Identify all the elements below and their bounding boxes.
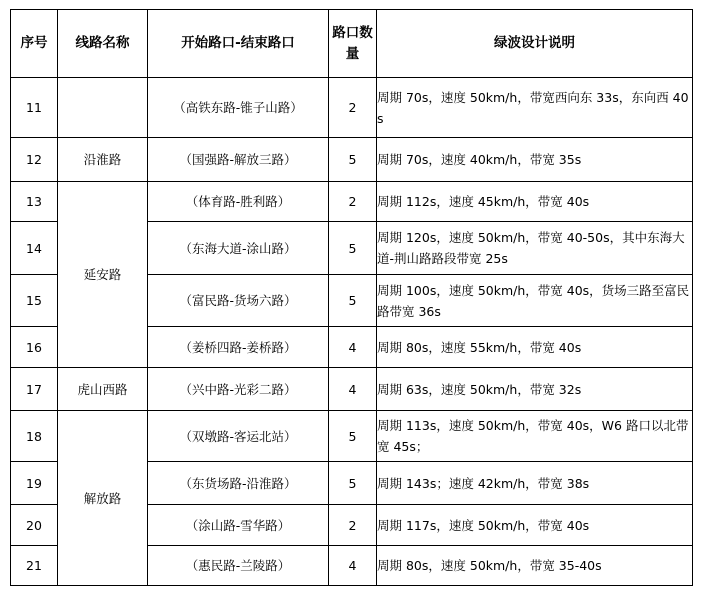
cell-seq: 13 (11, 182, 58, 222)
header-design-description: 绿波设计说明 (377, 10, 693, 78)
cell-seq: 15 (11, 275, 58, 327)
cell-seq: 12 (11, 138, 58, 182)
cell-design-description: 周期 80s，速度 50km/h，带宽 35-40s (377, 546, 693, 586)
cell-seq: 21 (11, 546, 58, 586)
table-row (11, 138, 693, 182)
green-wave-table (10, 9, 693, 586)
cell-intersection-count: 5 (329, 275, 377, 327)
cell-section: （东海大道-涂山路） (148, 222, 329, 275)
cell-design-description: 周期 143s；速度 42km/h，带宽 38s (377, 462, 693, 505)
cell-section: （姜桥四路-姜桥路） (148, 327, 329, 368)
cell-design-description: 周期 112s，速度 45km/h，带宽 40s (377, 182, 693, 222)
cell-section: （双墩路-客运北站） (148, 411, 329, 462)
cell-section: （东货场路-沿淮路） (148, 462, 329, 505)
cell-intersection-count: 2 (329, 78, 377, 138)
cell-intersection-count: 5 (329, 222, 377, 275)
cell-design-description: 周期 80s，速度 55km/h，带宽 40s (377, 327, 693, 368)
cell-seq: 20 (11, 505, 58, 546)
cell-intersection-count: 2 (329, 182, 377, 222)
cell-intersection-count: 5 (329, 138, 377, 182)
table-row (11, 368, 693, 411)
cell-intersection-count: 2 (329, 505, 377, 546)
cell-road-name (58, 78, 148, 138)
cell-design-description: 周期 120s，速度 50km/h，带宽 40-50s，其中东海大道-荆山路路段带宽 25s (377, 222, 693, 275)
cell-road-name: 沿淮路 (58, 138, 148, 182)
cell-seq: 19 (11, 462, 58, 505)
cell-section: （富民路-货场六路） (148, 275, 329, 327)
cell-road-name: 解放路 (58, 411, 148, 586)
cell-intersection-count: 5 (329, 462, 377, 505)
cell-intersection-count: 4 (329, 546, 377, 586)
table-row (11, 411, 693, 462)
cell-design-description: 周期 117s，速度 50km/h，带宽 40s (377, 505, 693, 546)
cell-section: （体育路-胜利路） (148, 182, 329, 222)
header-road-name: 线路名称 (58, 10, 148, 78)
cell-design-description: 周期 70s，速度 50km/h，带宽西向东 33s，东向西 40s (377, 78, 693, 138)
header-intersection-count: 路口数量 (329, 10, 377, 78)
cell-intersection-count: 4 (329, 368, 377, 411)
cell-section: （涂山路-雪华路） (148, 505, 329, 546)
table-row (11, 182, 693, 222)
cell-section: （惠民路-兰陵路） (148, 546, 329, 586)
cell-section: （国强路-解放三路） (148, 138, 329, 182)
cell-seq: 17 (11, 368, 58, 411)
header-seq: 序号 (11, 10, 58, 78)
cell-design-description: 周期 113s，速度 50km/h，带宽 40s，W6 路口以北带宽 45s； (377, 411, 693, 462)
cell-intersection-count: 4 (329, 327, 377, 368)
cell-seq: 18 (11, 411, 58, 462)
header-section: 开始路口-结束路口 (148, 10, 329, 78)
table-row (11, 78, 693, 138)
cell-design-description: 周期 63s，速度 50km/h，带宽 32s (377, 368, 693, 411)
cell-intersection-count: 5 (329, 411, 377, 462)
cell-road-name: 延安路 (58, 182, 148, 368)
cell-seq: 11 (11, 78, 58, 138)
cell-seq: 16 (11, 327, 58, 368)
cell-seq: 14 (11, 222, 58, 275)
cell-design-description: 周期 70s，速度 40km/h，带宽 35s (377, 138, 693, 182)
cell-design-description: 周期 100s，速度 50km/h，带宽 40s，货场三路至富民路带宽 36s (377, 275, 693, 327)
table-header-row (11, 10, 693, 78)
cell-section: （兴中路-光彩二路） (148, 368, 329, 411)
cell-road-name: 虎山西路 (58, 368, 148, 411)
cell-section: （高铁东路-锥子山路） (148, 78, 329, 138)
